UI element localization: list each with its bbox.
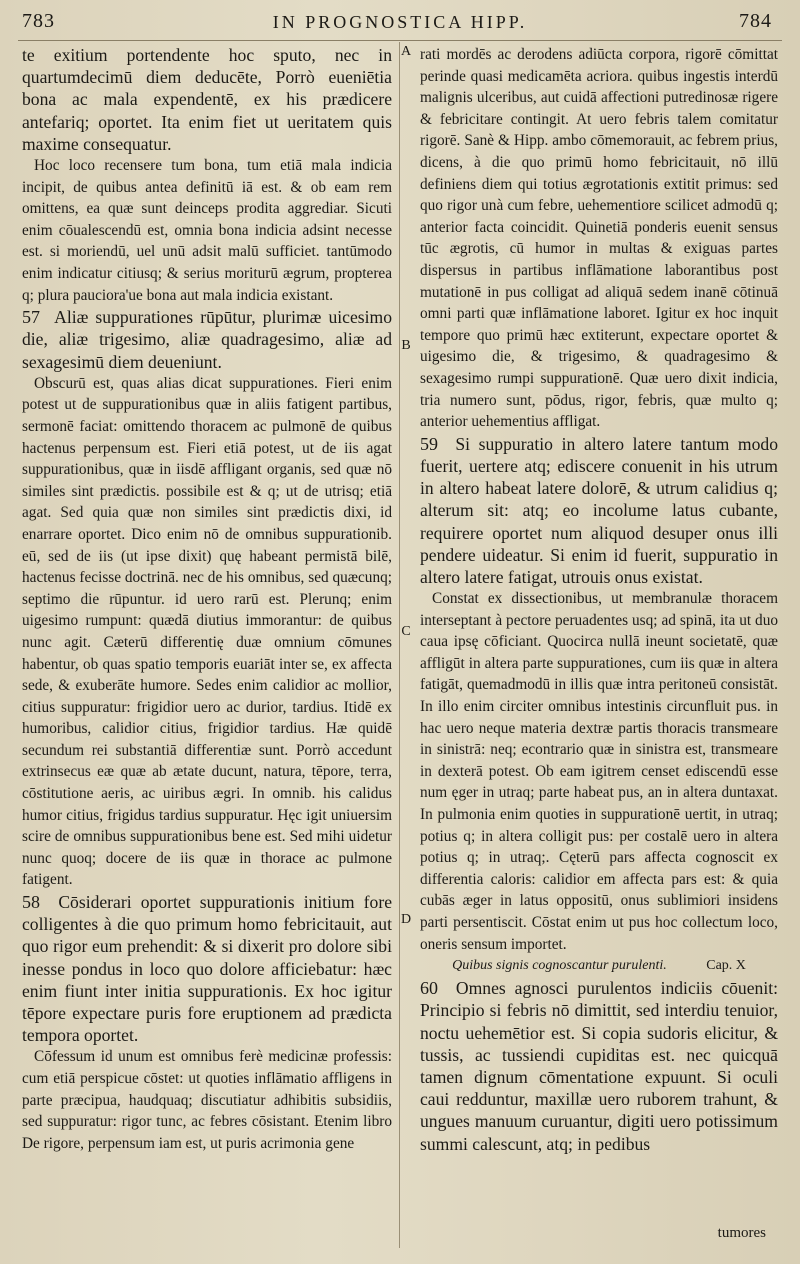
margin-marker-c: C — [401, 624, 411, 639]
column-divider — [399, 42, 400, 1248]
aphorism-text: Si suppuratio in altero latere tantum modo fuerit, uertere atq; ediscere conuenit in his utrum in altero habeat latere dolorē, & utrum calidius q; alterum sit: atq; eo incolume latus cubante, requirere oportet num aliquod desuper onus illi pendere uideatur. Si enim id fuerit, suppuratio in altero latere fatigat, utrouis onus existat. — [420, 433, 778, 587]
page-header — [0, 10, 800, 40]
aphorism-58 — [22, 891, 392, 1046]
commentary-block — [420, 588, 778, 955]
margin-marker-a: A — [400, 44, 412, 59]
commentary-block — [420, 44, 778, 433]
aphorism-text: Cōsiderari oportet suppurationis initium fore colligentes à die quo primum homo febricitauit, aut quo rigor eum prehendit: & si dixerit pro dolore sibi inesse pondus in loco quo dolore afficiebatur: hæc enim fiunt inter initia suppurationis. Ex hoc igitur tēpore expectare puris fore eruptionem ad prædicta tempora oportet. — [22, 892, 392, 1046]
commentary-block — [22, 155, 392, 306]
section-number: 58 — [22, 892, 40, 913]
running-title: IN PROGNOSTICA HIPP. — [272, 12, 528, 32]
commentary-paragraph: Constat ex dissectionibus, ut membranulæ thoracem interseptant à pectore peruadentes usq; ad spinā, ita ut duo caua ipsę cōficiant. Quocirca nullā ineunt societatē, quæ affligūt in altera parte suppurationes, cum iis quæ in altera fatigāt, quemadmodū in illis quæ intra peritoneū consistāt. In illo enim circiter omnibus intestinis circunfluit pus. in hac uero neque materia dextræ partis thoracis transmeare in sinistrā: neq; econtrario quæ in sinistra est, transmeare in dexterā potest. Ob eam igitrem censet ediscendū esse num ęger in utraq; parte habeat pus, an in altera duntaxat. In pulmonia enim quoties in suppurationē uertit, in utraq; potius q; in altera colligit pus: per costalē uero in altera potius q; in utraq;. Cęterū pars affecta cognoscit ex differentia caloris: calidior em affecta pars est: & quia cubās æger in latus oppositū, onus sublimiori insidens parti persentiscit. Cōstat enim ut pus hoc collectum loco, oneris sensum importet. — [420, 590, 778, 953]
aphorism-text: Omnes agnosci purulentos indiciis cōuenit: Principio si febris nō dimittit, sed interdiu tenuior, noctu uehemētior est. Si copia sudoris elicitur, & tussis, ac tussiendi cupiditas est. nec quicquā tamen dignum cōmentatione expuunt. Si oculi caui redduntur, maxillæ uero ruborem trahunt, & ungues manuum curuantur, digiti uero potissimum summi calescunt, atq; in pedibus — [420, 978, 778, 1154]
commentary-paragraph: Obscurū est, quas alias dicat suppurationes. Fieri enim potest ut de suppurationibus quæ in aliis fatigent partibus, sermonē faciat: omittendo thoracem ac pulmonē de quibus hactenus perpensum est. Fieri etiā potest, ut de iis agat suppurationibus, quæ in iisdē affligant organis, sed quæ nō similes sint prædictis. possibile est & q; ut de utrisq; etiā agat. Sed quia quæ non similes sint prædictis dixi, id enarrare oportet. Dico enim nō de omnibus suppurationib. eū, sed de iis (ut ipse dixit) quę habeant permistā bilē, hactenus fecisse doctrinā. nec de his omnibus, sed quæcunq; septimo die rūpuntur. id uero rarū est. Plerunq; enim uigesimo rumpunt: quædā diutius immorantur: de quibus nunc agit. Cæterū differentię duæ omnium cōmunes habentur, ob quas spatio temporis euariāt inter se, ex affecta sede, & exuberāte humore. Sedes enim calidior ac mollior, citius suppuratur: frigidior uero ac durior, tardius. Itidē ex humoribus, calidior citius, frigidior tardius. Hæ quidē secundum rei substantiā differentiæ sunt. Porrò accedunt extrinsecus eæ quæ ab ætate ducunt, natura, tēpore, terra, cōstitutione aeris, ac uiribus ægri. In omnib. his calidus humor citius, frigidus tardius suppuratur. Hęc igit uniuersim scire de omnibus suppurationibus bene est. Sed mihi uidetur nunc quoq; docere de iis quæ in thorace ac pulmone fatigent. — [22, 374, 392, 889]
section-number: 59 — [420, 433, 438, 454]
catchword: tumores — [717, 1225, 766, 1241]
margin-marker-b: B — [401, 338, 411, 353]
aphorism-60 — [420, 977, 778, 1155]
section-number: 60 — [420, 978, 438, 999]
page-number-left: 783 — [22, 10, 55, 32]
aphorism-text: Aliæ suppurationes rūpūtur, plurimæ uicesimo die, aliæ trigesimo, aliæ quadragesimo, aliæ ad sexagesimū diem deueniunt. — [22, 307, 392, 372]
commentary-block — [22, 373, 392, 891]
header-rule — [18, 40, 782, 41]
aphorism-57 — [22, 306, 392, 373]
page-number-right: 784 — [739, 10, 772, 32]
aphorism-59 — [420, 433, 778, 588]
chapter-heading — [420, 955, 778, 977]
right-column — [420, 44, 778, 1248]
left-column — [22, 44, 392, 1248]
chapter-title: Quibus signis cognoscantur purulenti. — [452, 958, 667, 974]
commentary-paragraph: Hoc loco recensere tum bona, tum etiā mala indicia incipit, de quibus antea definitū iā est. & ob eam rem omittens, ea quæ sunt deinceps prodita aggrediar. Sicuti enim cōualescendū est, omnia bona indicia adsint necesse est. si moriendū, uel unū adsit malū sufficiet. tantūmodo enim indicatur citiusq; & serius moriturū ægrum, propterea q; plura pauciora'ue bona aut mala indicia existant. — [22, 157, 392, 304]
margin-marker-d: D — [400, 912, 412, 927]
commentary-paragraph: rati mordēs ac derodens adiūcta corpora, rigorē cōmittat perinde quasi medicamēta acriora. quibus ingestis interdū malignis ulceribus, aut cuidā affectioni putredinosæ rigere & febricitare contingit. At uero febris talem comitatur rigorē. Sanè & Hipp. ambo cōmemorauit, ac febrem prius, dicens, à die quo primū homo febricitauit, nō illū definiens diem qui totius ægrotationis extitit primus: sed quo rigor unà cum febre, uehementiore scilicet admodū q; anterior facta coincidit. Quinetiā ponderis euenit sensus tūc ægrotis, cū humor in multas & exiguas partes dispersus in partibus inflāmatione laborantibus post mutationē in pus colligat ad aliquā sedem inanē cōtinuā omni parti quæ inflāmatione laboret. Igitur ex hoc inquit tempore quo primū hæc extiterunt, expectare oportet & uigesimo die, & trigesimo, & quadragesimo & sexagesimo rumpi suppurationē. Quæ uero dixit indicia, tria numero sunt, pōdus, rigor, febris, quæ multo q; anterior uehementius affligat. — [420, 46, 778, 431]
commentary-paragraph: Cōfessum id unum est omnibus ferè medicinæ professis: cum etiā perspicue cōstet: ut quoties inflāmatio affligens in parte præcipua, haudquaq; discutiatur adhibitis subsidiis, sed suppuratur: rigor tunc, ac febres cōsistant. Etenim libro De rigore, perpensum iam est, ut puris acrimonia gene — [22, 1048, 392, 1152]
paragraph: te exitium portendente hoc sputo, nec in quartumdecimū diem deducēte, Porrò eueniētia bona ac mala expendentē, ex his prædicere antefariq; oportet. Ita enim fiet ut ueritatem quis maxime consequatur. — [22, 45, 392, 154]
chapter-number: Cap. X — [706, 958, 746, 974]
commentary-block — [22, 1046, 392, 1154]
section-number: 57 — [22, 307, 40, 328]
